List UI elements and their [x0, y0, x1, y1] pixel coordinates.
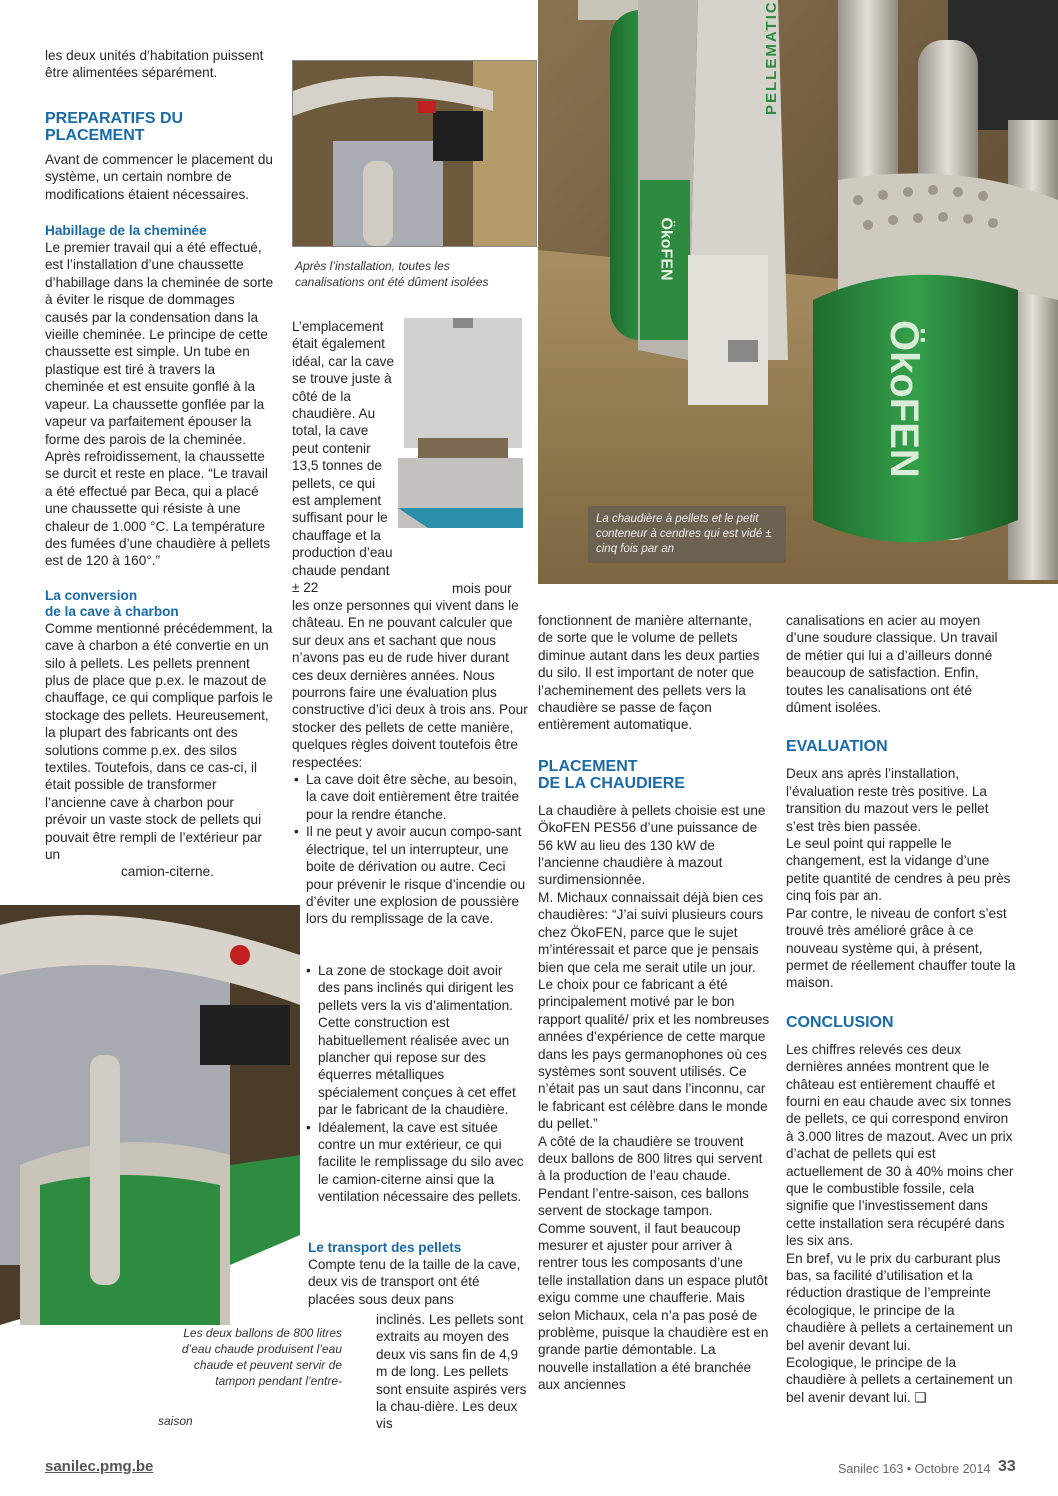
bullet-mur-exterieur-text: Idéalement, la cave est située contre un mur extérieur, ce qui facilite le remplissage du silo avec le camion-citerne ainsi que la ventilation nécessaire des pellets. — [318, 1119, 524, 1205]
caption-tanks — [180, 1325, 342, 1389]
pellematic-brand-label: PELLEMATIC — [763, 0, 780, 115]
heading-transport: Le transport des pellets — [308, 1240, 462, 1255]
paragraph-michaux: M. Michaux connaissait déjà bien ces chaudières: “J’ai suivi plusieurs cours chez ÖkoFEN, parce que le sujet m’intéressait et parce que je pensais bien que cela me serait utile un jour. Le choix pour ce fabricant a été principalement motivé par le bon rapport qualité/ prix et les nombreuses années d’expérience de cette marque dans les pays germanophones où ces systèmes sont souvent utilisés. Ce n’était pas un saut dans l’inconnu, car le fabricant est célèbre dans le monde du pellet.” — [538, 889, 770, 1132]
caption-pipes-line-1: Après l’installation, toutes les — [295, 259, 450, 273]
photo-insulated-pipes — [292, 60, 537, 247]
okofen-logo-small: ÖkoFEN — [657, 217, 675, 281]
boiler-room-illustration — [538, 0, 1058, 584]
caption-pipes-line-2: canalisations ont été dûment isolées — [295, 275, 489, 289]
column-2-transport — [308, 1240, 528, 1308]
paragraph-ballons: A côté de la chaudière se trouvent deux ballons de 800 litres qui servent à la production de l’eau chaude. Pendant l’entre-saison, ces ballons servent de stockage tampon. — [538, 1133, 763, 1219]
paragraph-conclusion: Les chiffres relevés ces deux dernières années montrent que le château est entièrement chauffé et fourni en eau chaude avec six tonnes de pellets, ce qui correspond environ à 3.000 litres de mazout. Avec un prix d’achat de pellets qui est actuellement de 30 à 40% moins cher que le combustible fossile, cela signifie que l’investissement dans cette installation sera récupéré dans les six ans. — [786, 1041, 1014, 1249]
footer-website-link[interactable]: sanilec.pmg.be — [45, 1458, 154, 1475]
paragraph-transport: Compte tenu de la taille de la cave, deux vis de transport ont été placées sous deux pans — [308, 1257, 521, 1307]
paragraph-canalisations: canalisations en acier au moyen d’une soudure classique. Un travail de métier qui lui a d’ailleurs donné beaucoup de satisfaction. Enfin, toutes les canalisations ont été dûment isolées. — [786, 613, 998, 716]
paragraph-mesurer: Comme souvent, il faut beaucoup mesurer et ajuster pour arriver à rentrer tous les composants d’une telle installation dans un espace plutôt exigu comme une chaufferie. Mais selon Michaux, cela n’a pas posé de problème, puisque la chaudière est en grande partie démontable. La nouvelle installation a été branchée aux anciennes — [538, 1220, 769, 1393]
paragraph-transport-2: inclinés. Les pellets sont extraits au moyen des deux vis sans fin de 4,9 m de long. Les pellets sont ensuite aspirés vers la chau-dière. Les deux vis — [376, 1312, 527, 1432]
paragraph-conversion-end: camion-citerne. — [121, 864, 214, 880]
heading-conversion-1: La conversion — [45, 587, 138, 603]
bullet-composant-text: Il ne peut y avoir aucun compo-sant électrique, tel un interrupteur, une boite de dérivation ou autre. Ceci pour prévenir le risque d’incendie ou d’éviter une explosion de poussière lors du remplissage de la cave. — [306, 824, 526, 927]
heading-evaluation: EVALUATION — [786, 738, 888, 756]
okofen-logo-large: ÖkoFEN — [882, 320, 926, 478]
photo-boiler-room — [538, 0, 1058, 584]
paragraph-emplacement-c: les onze personnes qui vivent dans le château. En ne pouvant calculer que sur deux ans et sachant que nous n’avons pas eu de rude hiver durant ces deux dernières années. Nous pourrons faire une évaluation plus constructive d’ici deux à trois ans. Pour stocker des pellets de cette manière, quelques règles doivent toutefois être respectées: — [292, 598, 528, 770]
bullet-cave-seche-text: La cave doit être sèche, au besoin, la cave doit entièrement être traitée pour la rendre étanche. — [306, 772, 520, 822]
column-2-transport-end — [376, 1311, 528, 1433]
column-2-top — [292, 318, 394, 597]
column-2-bullets-lower — [304, 962, 528, 1206]
heading-preparatifs: PREPARATIFS DU PLACEMENT — [45, 109, 184, 144]
paragraph-emplacement-a: L’emplacement était également idéal, car la cave se trouve juste à côté de la chaudière. Au total, la cave peut contenir 13,5 tonnes de pellets, ce qui est amplement suffisant pour le chauffage et la production d’eau chaude pendant ± 22 — [292, 319, 395, 596]
paragraph-evaluation-3: Par contre, le niveau de confort s’est trouvé très amélioré grâce à ce nouveau système qui, à présent, permet de réellement chauffer toute la maison. — [786, 905, 1016, 991]
footer-issue: Sanilec 163 • Octobre 2014 — [838, 1462, 991, 1476]
pipes-illustration — [293, 61, 536, 246]
paragraph-habillage: Le premier travail qui a été effectué, est l’installation d’une chaussette d’habillage dans la cheminée de sorte à éviter le risque de dommages causés par la condensation dans la vieille cheminée. Le principe de cette chaussette est simple. Un tube en plastique est tiré à travers la cheminée et est ensuite gonflé à la vapeur. La chaussette gonflée par la vapeur va parfaitement épouser la forme des parois de la cheminée. Après refroidissement, la chaussette se durcit et reste en place. “Le travail a été effectué par Beca, qui a placé une chaussette qui résiste à une chaleur de 1.000 °C. La température des fumées d’une chaudière à pellets est de 120 à 160°.” — [45, 240, 274, 569]
paragraph-evaluation-2: Le seul point qui rappelle le changement, est la vidange d’une petite quantité de cendres à peu près cinq fois par an. — [786, 836, 1011, 904]
heading-placement-1: PLACEMENT — [538, 757, 638, 775]
heading-conclusion: CONCLUSION — [786, 1013, 894, 1031]
caption-boiler — [588, 506, 786, 563]
paragraph-placement: La chaudière à pellets choisie est une ÖkoFEN PES56 d’une puissance de 56 kW au lieu des 130 kW de l’ancienne chaudière à mazout surdimensionnée. — [538, 802, 766, 888]
bullet-mur-exterieur — [304, 1119, 528, 1206]
caption-tanks-end — [158, 1413, 193, 1429]
paragraph-alternante: fonctionnent de manière alternante, de sorte que le volume de pellets diminue autant dans les deux parties du silo. Il est important de noter que l’acheminement des pellets vers la chaudière se passe de façon entièrement automatique. — [538, 613, 760, 733]
caption-pipes — [295, 258, 535, 290]
column-3 — [538, 612, 770, 1394]
water-tanks-illustration — [0, 905, 352, 1325]
paragraph-preparatifs: Avant de commencer le placement du système, un certain nombre de modifications étaient nécessaires. — [45, 151, 273, 202]
column-1 — [45, 47, 277, 881]
column-2-main — [292, 597, 528, 928]
caption-tanks-end-text: saison — [158, 1414, 193, 1428]
photo-ash-container — [398, 318, 530, 538]
photo-water-tanks — [0, 905, 352, 1325]
paragraph-conclusion-3: Ecologique, le principe de la chaudière à pellets a certainement un bel avenir devant lui. ❑ — [786, 1355, 1013, 1405]
bullet-zone-stockage — [304, 962, 528, 1119]
page-number: 33 — [998, 1458, 1016, 1475]
paragraph-emplacement-b: mois pour — [452, 581, 512, 596]
paragraph-evaluation: Deux ans après l’installation, l’évaluation reste très positive. La transition du mazout vers le pellet s’est très bien passée. — [786, 766, 989, 834]
bullet-composant — [292, 823, 528, 927]
column-2-mois — [452, 580, 532, 597]
heading-conversion-2: de la cave à charbon — [45, 603, 179, 619]
paragraph-conversion: Comme mentionné précédemment, la cave à charbon a été convertie en un silo à pellets. Les pellets prennent plus de place que p.ex. le mazout de chauffage, ce qui complique parfois le stockage des pellets. Heureusement, la plupart des fabricants ont des solutions comme p.ex. des silos textiles. Toutefois, dans ce cas-ci, il était possible de transformer l’ancienne cave à charbon pour prévoir un vaste stock de pellets qui pouvait être rempli de l’extérieur par un — [45, 620, 273, 863]
heading-habillage: Habillage de la cheminée — [45, 223, 207, 239]
caption-boiler-text: La chaudière à pellets et le petit conteneur à cendres qui est vidé ± cinq fois par an — [596, 513, 772, 555]
intro-paragraph: les deux unités d’habitation puissent être alimentées séparément. — [45, 48, 264, 81]
ash-container-illustration — [398, 318, 530, 538]
heading-placement-2: DE LA CHAUDIERE — [538, 774, 685, 792]
bullet-zone-stockage-text: La zone de stockage doit avoir des pans inclinés qui dirigent les pellets vers la vis d’alimentation. Cette construction est habituellement réalisée avec un plancher qui repose sur des équerres métalliques spécialement conçues à cet effet par le fabricant de la chaudière. — [318, 963, 516, 1118]
paragraph-conclusion-2: En bref, vu le prix du carburant plus bas, sa facilité d’utilisation et la réduction drastique de l’empreinte écologique, le principe de la chaudière à pellets a certainement un bel avenir devant lui. — [786, 1250, 1013, 1353]
bullet-cave-seche — [292, 771, 528, 823]
column-4 — [786, 612, 1016, 1406]
caption-tanks-text: Les deux ballons de 800 litres d’eau chaude produisent l’eau chaude et peuvent servir de tampon pendant l’entre- — [181, 1326, 342, 1388]
